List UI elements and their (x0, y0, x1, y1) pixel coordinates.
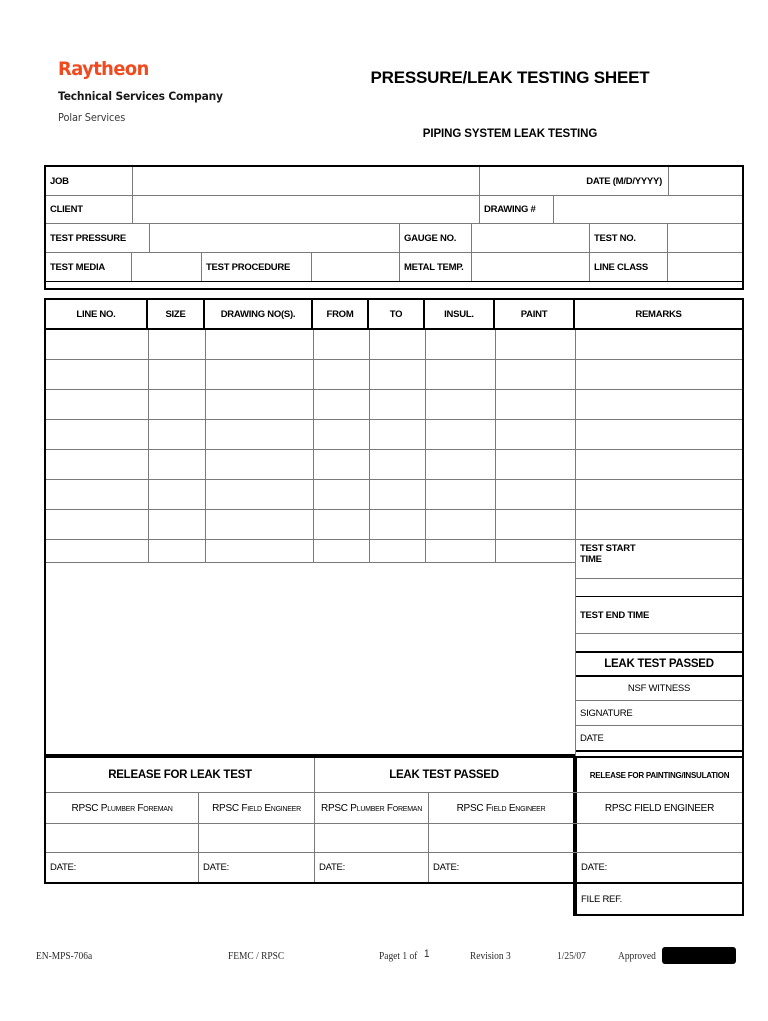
table-row[interactable] (206, 480, 313, 509)
table-row[interactable] (314, 330, 369, 359)
table-row[interactable] (496, 360, 575, 389)
metal-temp-field[interactable] (472, 253, 590, 281)
signature-label: SIGNATURE (580, 707, 633, 719)
logo-subtitle-division: Polar Services (58, 111, 126, 124)
column-header-insul: INSUL. (425, 300, 495, 328)
column-header-from: FROM (313, 300, 369, 328)
table-row[interactable] (426, 480, 495, 509)
drawing-number-label: DRAWING # (480, 196, 554, 223)
line-class-field[interactable] (668, 253, 742, 281)
page-title: PRESSURE/LEAK TESTING SHEET (370, 68, 650, 87)
table-row[interactable] (576, 450, 742, 479)
table-row[interactable] (149, 480, 205, 509)
table-row[interactable] (426, 450, 495, 479)
drawing-number-field[interactable] (554, 196, 742, 223)
table-row[interactable] (46, 390, 148, 419)
table-row[interactable] (426, 510, 495, 539)
test-pressure-label: TEST PRESSURE (46, 224, 150, 252)
gauge-number-label: GAUGE NO. (400, 224, 472, 252)
table-row[interactable] (496, 330, 575, 359)
notes-blank-area[interactable] (46, 563, 575, 756)
table-row[interactable] (496, 540, 575, 562)
table-row[interactable] (314, 360, 369, 389)
logo-subtitle-company: Technical Services Company (58, 88, 223, 103)
test-pressure-field[interactable] (150, 224, 400, 252)
test-procedure-label: TEST PROCEDURE (202, 253, 312, 281)
table-row[interactable] (206, 330, 313, 359)
test-media-label: TEST MEDIA (46, 253, 132, 281)
footer-approved-redaction (662, 947, 736, 964)
raytheon-logo (58, 60, 318, 124)
table-row[interactable] (370, 330, 425, 359)
table-row[interactable] (576, 510, 742, 539)
table-row[interactable] (46, 540, 148, 562)
page-subtitle: PIPING SYSTEM LEAK TESTING (422, 128, 598, 140)
role-label-rpsc-field-engineer-2: RPSC Field Engineer (456, 802, 546, 814)
document-header (0, 0, 768, 160)
role-label-rpsc-plumber-foreman-2: RPSC Plumber Foreman (320, 802, 422, 814)
test-start-time-label-line2: TIME (580, 554, 602, 566)
signature-field-5[interactable] (577, 824, 742, 852)
table-row[interactable] (314, 540, 369, 562)
column-header-drawing-nos: DRAWING NO(S). (205, 300, 313, 328)
table-row[interactable] (426, 330, 495, 359)
role-label-rpsc-field-engineer-1: RPSC Field Engineer (212, 802, 301, 814)
footer-date: 1/25/07 (557, 951, 586, 962)
client-label: CLIENT (50, 204, 83, 215)
nsf-witness-label: NSF WITNESS (627, 683, 691, 694)
table-row[interactable] (496, 480, 575, 509)
table-row[interactable] (149, 420, 205, 449)
table-row[interactable] (370, 540, 425, 562)
date-row-label: DATE (580, 732, 604, 744)
signoff-date-label-2[interactable]: DATE: (203, 862, 230, 873)
table-row[interactable] (46, 450, 148, 479)
metal-temp-label: METAL TEMP. (400, 253, 472, 281)
form-spacer-row (46, 282, 742, 290)
table-row[interactable] (46, 360, 148, 389)
document-footer (0, 944, 768, 974)
signoff-group-vrule-2 (573, 756, 575, 916)
table-row[interactable] (576, 360, 742, 389)
table-row[interactable] (426, 390, 495, 419)
test-start-time-label (576, 540, 742, 578)
role-label-rpsc-plumber-foreman-1: RPSC Plumber Foreman (71, 802, 173, 814)
table-row[interactable] (496, 510, 575, 539)
signoff-date-label-5[interactable]: DATE: (581, 862, 608, 873)
date-field[interactable] (668, 167, 742, 195)
footer-organization: FEMC / RPSC (228, 951, 285, 962)
table-row[interactable] (206, 390, 313, 419)
gauge-number-field[interactable] (472, 224, 590, 252)
table-row[interactable] (370, 420, 425, 449)
table-row[interactable] (370, 360, 425, 389)
table-row[interactable] (576, 420, 742, 449)
job-label: JOB (50, 175, 69, 187)
table-row[interactable] (370, 480, 425, 509)
table-row[interactable] (206, 360, 313, 389)
test-media-field[interactable] (132, 253, 202, 281)
table-row[interactable] (370, 450, 425, 479)
column-header-remarks: REMARKS (635, 308, 682, 320)
test-end-time-label: TEST END TIME (580, 609, 650, 621)
table-row[interactable] (426, 360, 495, 389)
table-row[interactable] (46, 510, 148, 539)
signoff-bottom-rule (44, 882, 575, 884)
footer-approved-label: Approved (618, 951, 656, 962)
column-header-line-no: LINE NO. (46, 300, 148, 328)
table-row[interactable] (576, 330, 742, 359)
line-class-label: LINE CLASS (590, 253, 668, 281)
leak-test-passed-title: LEAK TEST PASSED (389, 769, 499, 781)
table-row[interactable] (314, 480, 369, 509)
signature-field-2[interactable] (199, 824, 314, 852)
table-row[interactable] (496, 450, 575, 479)
signoff-date-divider-right (577, 882, 742, 884)
table-row[interactable] (206, 510, 313, 539)
date-label: DATE (M/D/YYYY) (586, 175, 662, 187)
table-row[interactable] (576, 390, 742, 419)
test-number-label: TEST NO. (590, 224, 668, 252)
test-start-time-field[interactable] (576, 579, 742, 596)
signature-field-3[interactable] (315, 824, 428, 852)
table-row[interactable] (370, 510, 425, 539)
table-row[interactable] (149, 540, 205, 562)
table-row[interactable] (426, 420, 495, 449)
leak-test-passed-banner: LEAK TEST PASSED (604, 658, 714, 670)
logo-brand-text: Raytheon (58, 58, 149, 80)
column-header-paint: PAINT (495, 300, 575, 328)
role-label-rpsc-field-engineer-3: RPSC FIELD ENGINEER (604, 802, 715, 814)
table-row[interactable] (426, 540, 495, 562)
table-row[interactable] (46, 330, 148, 359)
signoff-date-label-3[interactable]: DATE: (319, 862, 346, 873)
table-row[interactable] (314, 510, 369, 539)
footer-revision: Revision 3 (470, 951, 511, 962)
job-field[interactable] (132, 167, 480, 195)
signature-field-1[interactable] (46, 824, 198, 852)
table-row[interactable] (149, 510, 205, 539)
test-start-time-label-line1: TEST START (580, 543, 636, 554)
column-header-size: SIZE (148, 300, 205, 328)
signoff-date-label-4[interactable]: DATE: (433, 862, 460, 873)
table-row[interactable] (149, 360, 205, 389)
client-field[interactable] (132, 196, 480, 223)
footer-page-label: Paget 1 of (379, 951, 418, 962)
footer-form-number: EN-MPS-706a (36, 951, 93, 962)
release-for-painting-title: RELEASE FOR PAINTING/INSULATION (589, 770, 730, 780)
table-row[interactable] (206, 450, 313, 479)
table-row[interactable] (206, 540, 313, 562)
column-header-to: TO (369, 300, 425, 328)
table-row[interactable] (576, 480, 742, 509)
test-procedure-field[interactable] (312, 253, 400, 281)
table-row[interactable] (46, 420, 148, 449)
signoff-date-label-1[interactable]: DATE: (50, 862, 77, 873)
table-row[interactable] (149, 390, 205, 419)
table-row[interactable] (46, 480, 148, 509)
signature-field-4[interactable] (429, 824, 573, 852)
table-row[interactable] (314, 450, 369, 479)
table-row[interactable] (496, 420, 575, 449)
table-row[interactable] (370, 390, 425, 419)
file-ref-label[interactable]: FILE REF. (581, 894, 623, 905)
test-end-time-field[interactable] (576, 634, 742, 651)
table-row[interactable] (149, 330, 205, 359)
table-row[interactable] (206, 420, 313, 449)
table-row[interactable] (314, 390, 369, 419)
table-row[interactable] (149, 450, 205, 479)
release-for-leak-test-title: RELEASE FOR LEAK TEST (108, 769, 252, 781)
table-row[interactable] (314, 420, 369, 449)
test-number-field[interactable] (668, 224, 742, 252)
table-row[interactable] (496, 390, 575, 419)
footer-page-value[interactable]: 1 (424, 948, 430, 960)
